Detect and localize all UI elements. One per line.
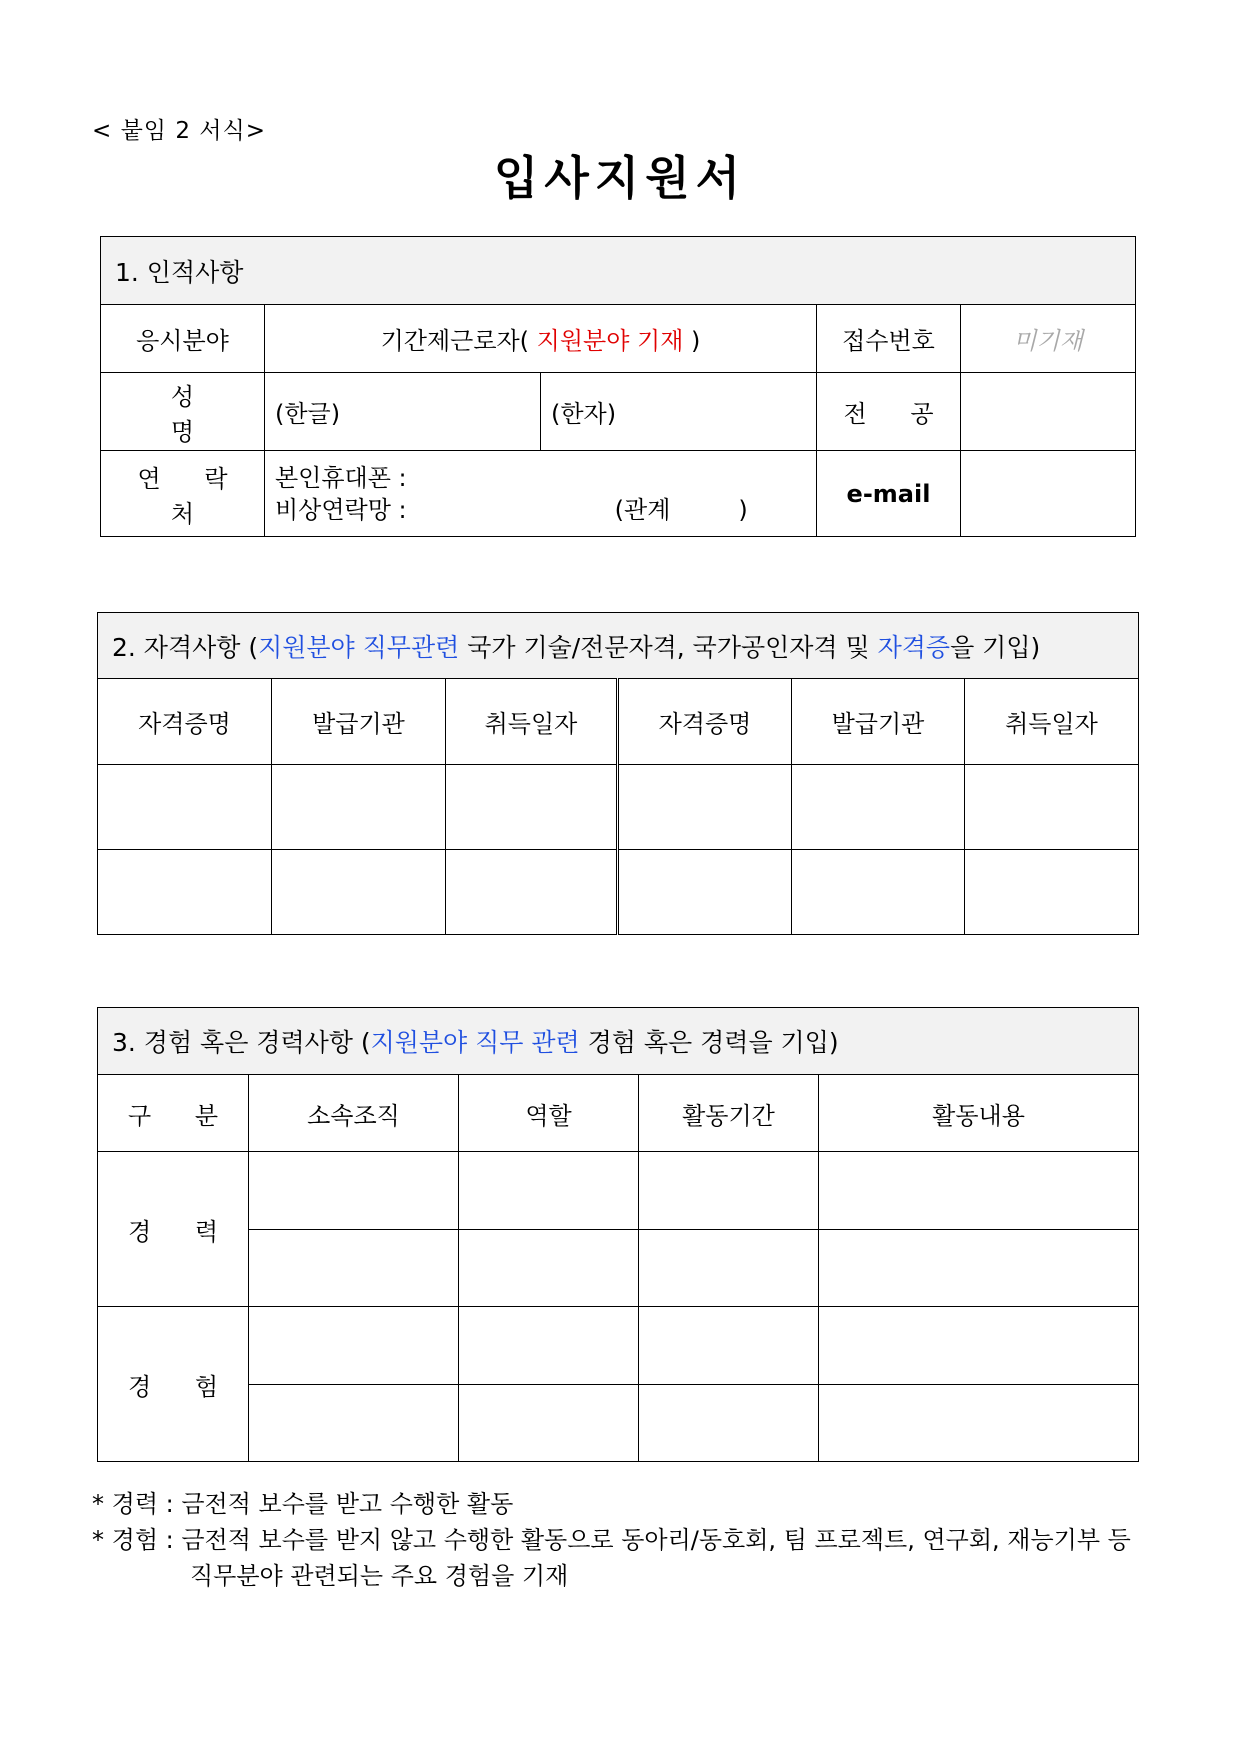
field-value-prefix: 기간제근로자(: [380, 327, 530, 355]
receipt-label: 접수번호: [817, 305, 961, 373]
column-header: 활동내용: [819, 1075, 1139, 1152]
section2-heading-prefix: 2. 자격사항 (: [112, 632, 259, 662]
name-korean-field[interactable]: (한글): [265, 373, 541, 451]
column-header: 자격증명: [618, 679, 792, 765]
name-label: 성 명: [101, 373, 265, 451]
table-cell[interactable]: [819, 1385, 1139, 1462]
table-cell[interactable]: [446, 850, 618, 935]
receipt-value: 미기재: [961, 305, 1136, 373]
table-row: [98, 1307, 1139, 1385]
table-row: [98, 1385, 1139, 1462]
column-header: 취득일자: [446, 679, 618, 765]
table-cell[interactable]: [459, 1230, 639, 1307]
emergency-label: 비상연락망 :: [275, 495, 407, 524]
qualifications-table: [97, 612, 1139, 935]
column-header: 발급기관: [272, 679, 446, 765]
column-header: 취득일자: [965, 679, 1139, 765]
table-cell[interactable]: [819, 1152, 1139, 1230]
personal-info-table: [100, 236, 1136, 537]
table-cell[interactable]: [459, 1152, 639, 1230]
table-cell[interactable]: [819, 1307, 1139, 1385]
note-experience: * 경험 : 금전적 보수를 받지 않고 수행한 활동으로 동아리/동호회, 팀 프로젝트, 연구회, 재능기부 등: [92, 1526, 1131, 1554]
table-cell[interactable]: [618, 765, 792, 850]
table-cell[interactable]: [249, 1307, 459, 1385]
row-career-label: 경 력: [98, 1152, 249, 1307]
emergency-row: [275, 494, 816, 526]
table-cell[interactable]: [639, 1152, 819, 1230]
section2-heading: [98, 613, 1139, 679]
section3-heading-suffix: 경험 혹은 경력을 기입): [579, 1028, 839, 1057]
table-cell[interactable]: [272, 850, 446, 935]
table-cell[interactable]: [792, 765, 965, 850]
note-experience-cont: 직무분야 관련되는 주요 경험을 기재: [190, 1562, 569, 1590]
table-cell[interactable]: [98, 850, 272, 935]
table-cell[interactable]: [965, 850, 1139, 935]
field-value[interactable]: [265, 305, 817, 373]
email-field[interactable]: [961, 451, 1136, 537]
column-header: 활동기간: [639, 1075, 819, 1152]
mobile-label: 본인휴대폰 :: [275, 463, 407, 492]
table-cell[interactable]: [272, 765, 446, 850]
field-value-highlight: 지원분야 기재: [529, 327, 692, 355]
field-label: 응시분야: [101, 305, 265, 373]
section3-heading-prefix: 3. 경험 혹은 경력사항 (: [112, 1028, 371, 1057]
major-label: 전 공: [817, 373, 961, 451]
table-row: [98, 1230, 1139, 1307]
table-cell[interactable]: [459, 1385, 639, 1462]
table-row: [98, 850, 1139, 935]
table-cell[interactable]: [249, 1152, 459, 1230]
row-experience-label: 경 험: [98, 1307, 249, 1462]
column-header: 자격증명: [98, 679, 272, 765]
table-cell[interactable]: [249, 1385, 459, 1462]
name-hanja-field[interactable]: (한자): [541, 373, 817, 451]
note-career: * 경력 : 금전적 보수를 받고 수행한 활동: [92, 1490, 514, 1518]
section2-heading-suffix: 을 기입): [950, 632, 1041, 662]
major-field[interactable]: [961, 373, 1136, 451]
table-row: [98, 765, 1139, 850]
table-cell[interactable]: [459, 1307, 639, 1385]
table-row: [98, 1152, 1139, 1230]
table-cell[interactable]: [792, 850, 965, 935]
table-cell[interactable]: [965, 765, 1139, 850]
section1-heading: 1. 인적사항: [101, 237, 1136, 305]
column-header: 구 분: [98, 1075, 249, 1152]
section3-heading-blue: 지원분야 직무 관련: [370, 1028, 580, 1057]
column-header: 발급기관: [792, 679, 965, 765]
contact-label: 연 락 처: [101, 451, 265, 537]
relation-label: (관계: [614, 495, 671, 524]
table-cell[interactable]: [819, 1230, 1139, 1307]
table-cell[interactable]: [639, 1230, 819, 1307]
column-header: 소속조직: [249, 1075, 459, 1152]
table-cell[interactable]: [639, 1307, 819, 1385]
attachment-label: < 붙임 2 서식>: [92, 118, 266, 144]
field-value-suffix: ): [691, 327, 701, 355]
column-header: 역할: [459, 1075, 639, 1152]
relation-close: ): [738, 495, 748, 524]
contact-field[interactable]: [265, 451, 817, 537]
section2-heading-mid: 국가 기술/전문자격, 국가공인자격 및: [459, 632, 878, 662]
table-cell[interactable]: [639, 1385, 819, 1462]
table-cell[interactable]: [98, 765, 272, 850]
footnotes: [92, 1486, 1131, 1594]
table-cell[interactable]: [618, 850, 792, 935]
section2-heading-blue1: 지원분야 직무관련: [258, 632, 460, 662]
experience-table: [97, 1007, 1139, 1462]
table-cell[interactable]: [249, 1230, 459, 1307]
section2-heading-blue2: 자격증: [877, 632, 951, 662]
page-title: 입사지원서: [493, 151, 747, 205]
email-label: e-mail: [817, 451, 961, 537]
section3-heading: [98, 1008, 1139, 1075]
table-cell[interactable]: [446, 765, 618, 850]
